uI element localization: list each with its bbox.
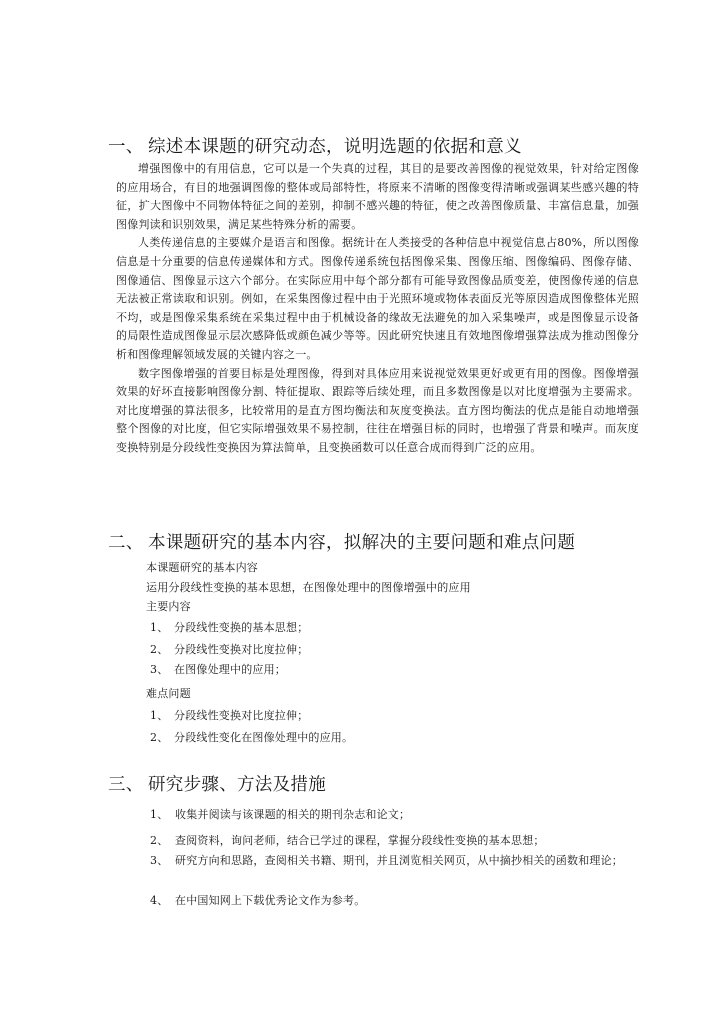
section-3-number: 三、 bbox=[108, 775, 144, 795]
difficulty-label: 难点问题 bbox=[146, 687, 191, 700]
section-3-heading bbox=[108, 774, 326, 796]
paragraph: 增强图像中的有用信息，它可以是一个失真的过程，其目的是要改善图像的视觉效果，针对给定图像的应用场合，有目的地强调图像的整体或局部特性，将原来不清晰的图像变得清晰或强调某些感兴趣的特征，扩大图像中不同物体特征之间的差别，抑制不感兴趣的特征，使之改善图像质量、丰富信息量，加强图像判读和识别效果，满足某些特殊分析的需要。 bbox=[116, 162, 639, 231]
list-index: 3、 bbox=[150, 663, 169, 676]
section-1-body bbox=[116, 160, 639, 458]
section-3-title: 研究步骤、方法及措施 bbox=[148, 775, 326, 795]
list-item bbox=[150, 730, 353, 746]
section-1-heading bbox=[108, 136, 522, 158]
step-item bbox=[150, 830, 640, 852]
section-1-title: 综述本课题的研究动态，说明选题的依据和意义 bbox=[148, 137, 522, 157]
list-item bbox=[150, 620, 308, 636]
list-text: 分段线性变化在图像处理中的应用。 bbox=[174, 731, 354, 744]
list-item bbox=[150, 642, 308, 658]
step-item bbox=[150, 850, 640, 872]
basic-content-text: 运用分段线性变换的基本思想，在图像处理中的图像增强中的应用 bbox=[146, 581, 471, 594]
list-text: 在图像处理中的应用； bbox=[174, 663, 286, 676]
list-index: 1、 bbox=[150, 621, 169, 634]
step-item bbox=[150, 890, 640, 912]
basic-content-label: 本课题研究的基本内容 bbox=[146, 561, 258, 574]
step-text: 查阅资料，询问老师，结合已学过的课程，掌握分段线性变换的基本思想； bbox=[175, 834, 545, 847]
list-index: 2、 bbox=[150, 731, 169, 744]
list-index: 2、 bbox=[150, 643, 169, 656]
main-content-label: 主要内容 bbox=[146, 600, 191, 613]
list-item bbox=[150, 708, 308, 724]
section-2-number: 二、 bbox=[108, 533, 144, 553]
list-text: 分段线性变换对比度拉伸； bbox=[174, 709, 309, 722]
paragraph: 人类传递信息的主要媒介是语言和图像。据统计在人类接受的各种信息中视觉信息占80%，所以图像信息是十分重要的信息传递媒体和方式。图像传递系统包括图像采集、图像压缩、图像编码、图像存储、图像通信、图像显示这六个部分。在实际应用中每个部分都有可能导致图像品质变差，使图像传递的信息无法被正常读取和识别。例如，在采集图像过程中由于光照环境或物体表面反光等原因造成图像整体光照不均，或是图像采集系统在采集过程中由于机械设备的缘故无法避免的加入采集噪声，或是图像显示设备的局限性造成图像显示层次感降低或颜色减少等等。因此研究快速且有效地图像增强算法成为推动图像分析和图像理解领域发展的关键内容之一。 bbox=[116, 236, 639, 361]
step-item bbox=[150, 804, 640, 826]
section-2-title: 本课题研究的基本内容，拟解决的主要问题和难点问题 bbox=[148, 533, 576, 553]
step-text: 收集并阅读与该课题的相关的期刊杂志和论文； bbox=[175, 808, 411, 821]
step-index: 4、 bbox=[150, 894, 169, 907]
list-text: 分段线性变换对比度拉伸； bbox=[174, 643, 309, 656]
list-item bbox=[150, 662, 286, 678]
list-text: 分段线性变换的基本思想； bbox=[174, 621, 309, 634]
step-index: 3、 bbox=[150, 854, 169, 867]
step-index: 1、 bbox=[150, 808, 169, 821]
paragraph: 数字图像增强的首要目标是处理图像，得到对具体应用来说视觉效果更好或更有用的图像。图像增强效果的好坏直接影响图像分割、特征提取、跟踪等后续处理，而且多数图像是以对比度增强为主要需求。对比度增强的算法很多，比较常用的是直方图均衡法和灰度变换法。直方图均衡法的优点是能自动地增强整个图像的对比度，但它实际增强效果不易控制，往往在增强目标的同时，也增强了背景和噪声。而灰度变换特别是分段线性变换因为算法简单，且变换函数可以任意合成而得到广泛的应用。 bbox=[116, 366, 639, 454]
list-index: 1、 bbox=[150, 709, 169, 722]
step-text: 研究方向和思路，查阅相关书籍、期刊，并且浏览相关网页，从中摘抄相关的函数和理论； bbox=[175, 854, 623, 867]
section-1-number: 一、 bbox=[108, 137, 144, 157]
section-2-heading bbox=[108, 532, 575, 554]
step-index: 2、 bbox=[150, 834, 169, 847]
step-text: 在中国知网上下载优秀论文作为参考。 bbox=[175, 894, 366, 907]
